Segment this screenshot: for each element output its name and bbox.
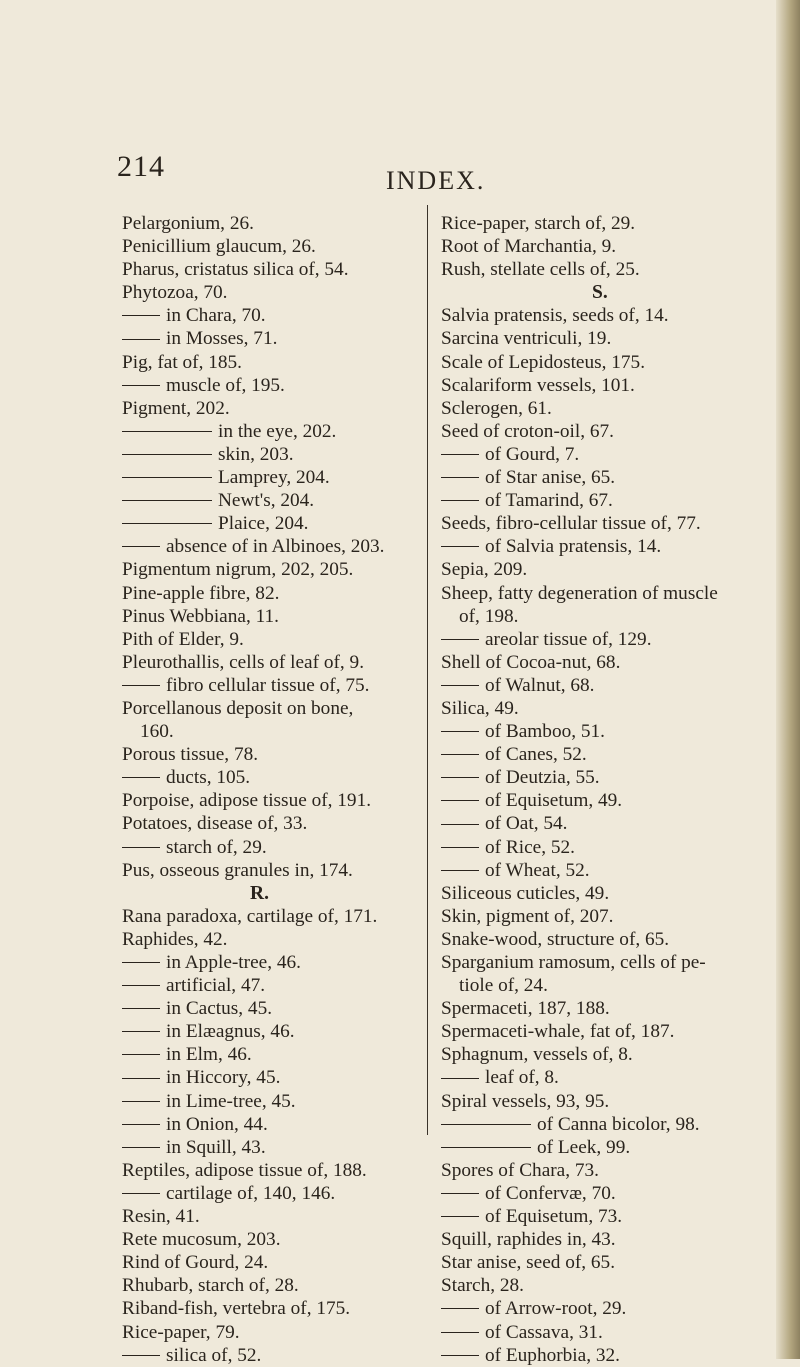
ditto-dash bbox=[122, 339, 160, 340]
index-entry bbox=[441, 1136, 763, 1159]
index-entry-text: of Deutzia, 55. bbox=[485, 767, 600, 789]
index-entry bbox=[122, 1344, 422, 1367]
ditto-dash bbox=[441, 754, 479, 755]
index-entry bbox=[122, 1066, 422, 1089]
ditto-dash bbox=[122, 1101, 160, 1102]
index-entry-text: of Equisetum, 49. bbox=[485, 790, 623, 812]
index-entry-text: tiole of, 24. bbox=[459, 975, 548, 997]
index-entry bbox=[122, 512, 422, 535]
index-entry-text: Porcellanous deposit on bone, bbox=[122, 697, 354, 719]
index-entry-text: fibro cellular tissue of, 75. bbox=[166, 674, 370, 696]
index-entry bbox=[122, 582, 422, 605]
index-entry-text: Pinus Webbiana, 11. bbox=[122, 605, 279, 627]
ditto-dash bbox=[441, 1078, 479, 1079]
index-entry-text: Resin, 41. bbox=[122, 1206, 200, 1228]
ditto-dash bbox=[122, 1147, 160, 1148]
index-entry bbox=[441, 397, 763, 420]
index-entry bbox=[122, 281, 422, 304]
section-letter: R. bbox=[250, 882, 269, 904]
ditto-dash bbox=[441, 685, 479, 686]
index-entry-text: of, 198. bbox=[459, 605, 519, 627]
index-entry bbox=[122, 1136, 422, 1159]
index-entry bbox=[122, 258, 422, 281]
index-entry-text: Pharus, cristatus silica of, 54. bbox=[122, 259, 349, 281]
index-entry-text: of Walnut, 68. bbox=[485, 674, 595, 696]
index-entry bbox=[441, 258, 763, 281]
index-entry-text: Seeds, fibro-cellular tissue of, 77. bbox=[441, 513, 701, 535]
index-entry-text: Sheep, fatty degeneration of muscle bbox=[441, 582, 718, 604]
index-entry-text: of Wheat, 52. bbox=[485, 859, 590, 881]
ditto-dash bbox=[122, 431, 212, 432]
index-entry bbox=[122, 1113, 422, 1136]
index-entry-text: in Hiccory, 45. bbox=[166, 1067, 281, 1089]
index-entry bbox=[441, 304, 763, 327]
ditto-dash bbox=[122, 777, 160, 778]
index-entry bbox=[122, 1228, 422, 1251]
index-entry bbox=[122, 1205, 422, 1228]
index-entry-text: Rete mucosum, 203. bbox=[122, 1229, 281, 1251]
index-entry-text: Shell of Cocoa-nut, 68. bbox=[441, 651, 621, 673]
index-entry-text: Sarcina ventriculi, 19. bbox=[441, 328, 612, 350]
index-entry bbox=[122, 558, 422, 581]
index-entry bbox=[122, 951, 422, 974]
index-entry bbox=[441, 351, 763, 374]
ditto-dash bbox=[441, 1193, 479, 1194]
index-entry bbox=[122, 1274, 422, 1297]
index-entry bbox=[122, 535, 422, 558]
index-entry bbox=[122, 466, 422, 489]
index-entry bbox=[441, 235, 763, 258]
ditto-dash bbox=[122, 477, 212, 478]
index-entry bbox=[122, 766, 422, 789]
index-entry bbox=[122, 1182, 422, 1205]
index-entry-text: in Elæagnus, 46. bbox=[166, 1021, 295, 1043]
index-entry bbox=[441, 605, 763, 628]
index-entry-text: of Arrow-root, 29. bbox=[485, 1298, 627, 1320]
ditto-dash bbox=[441, 800, 479, 801]
index-entry bbox=[122, 697, 422, 720]
index-entry-text: Seed of croton-oil, 67. bbox=[441, 420, 614, 442]
index-entry bbox=[122, 720, 422, 743]
index-entry-text: Plaice, 204. bbox=[218, 513, 309, 535]
index-entry bbox=[441, 1066, 763, 1089]
index-entry-text: Reptiles, adipose tissue of, 188. bbox=[122, 1159, 367, 1181]
index-entry-text: Pus, osseous granules in, 174. bbox=[122, 859, 353, 881]
index-entry-text: of Confervæ, 70. bbox=[485, 1182, 616, 1204]
index-entry bbox=[441, 743, 763, 766]
index-entry bbox=[122, 397, 422, 420]
index-entry-text: Spermaceti, 187, 188. bbox=[441, 998, 610, 1020]
index-entry bbox=[441, 1020, 763, 1043]
index-entry-text: Spiral vessels, 93, 95. bbox=[441, 1090, 610, 1112]
index-entry-text: of Equisetum, 73. bbox=[485, 1206, 623, 1228]
ditto-dash bbox=[122, 315, 160, 316]
index-entry bbox=[122, 905, 422, 928]
index-entry bbox=[441, 374, 763, 397]
index-entry-text: Spermaceti-whale, fat of, 187. bbox=[441, 1021, 675, 1043]
index-entry bbox=[441, 1090, 763, 1113]
ditto-dash bbox=[122, 500, 212, 501]
left-index-column bbox=[122, 212, 422, 1367]
index-entry bbox=[441, 1182, 763, 1205]
index-entry-text: starch of, 29. bbox=[166, 836, 267, 858]
ditto-dash bbox=[441, 1332, 479, 1333]
index-entry-text: cartilage of, 140, 146. bbox=[166, 1182, 336, 1204]
index-entry bbox=[122, 674, 422, 697]
index-entry bbox=[441, 1043, 763, 1066]
ditto-dash bbox=[122, 685, 160, 686]
index-entry-text: Rhubarb, starch of, 28. bbox=[122, 1275, 299, 1297]
ditto-dash bbox=[441, 1216, 479, 1217]
ditto-dash bbox=[122, 454, 212, 455]
index-entry bbox=[122, 304, 422, 327]
index-entry-text: in Apple-tree, 46. bbox=[166, 952, 301, 973]
ditto-dash bbox=[441, 1147, 531, 1148]
ditto-dash bbox=[122, 546, 160, 547]
index-entry bbox=[441, 466, 763, 489]
index-entry-text: muscle of, 195. bbox=[166, 374, 285, 396]
index-entry bbox=[122, 974, 422, 997]
page-number: 214 bbox=[117, 150, 165, 183]
index-entry-text: ducts, 105. bbox=[166, 767, 251, 789]
index-entry bbox=[122, 1090, 422, 1113]
ditto-dash bbox=[441, 1124, 531, 1125]
index-entry-text: of Gourd, 7. bbox=[485, 443, 580, 465]
right-index-column bbox=[441, 212, 763, 1367]
index-entry-text: Squill, raphides in, 43. bbox=[441, 1229, 616, 1251]
index-entry-text: of Tamarind, 67. bbox=[485, 490, 613, 512]
ditto-dash bbox=[441, 477, 479, 478]
index-entry bbox=[122, 605, 422, 628]
ditto-dash bbox=[441, 847, 479, 848]
index-entry-text: of Leek, 99. bbox=[537, 1136, 631, 1158]
index-entry bbox=[441, 882, 763, 905]
index-entry-text: Star anise, seed of, 65. bbox=[441, 1252, 616, 1274]
index-entry-text: Potatoes, disease of, 33. bbox=[122, 813, 308, 835]
index-entry-text: Pleurothallis, cells of leaf of, 9. bbox=[122, 651, 365, 673]
index-entry-text: Pigmentum nigrum, 202, 205. bbox=[122, 559, 354, 581]
ditto-dash bbox=[122, 385, 160, 386]
index-entry-text: Newt's, 204. bbox=[218, 490, 315, 512]
index-entry bbox=[441, 812, 763, 835]
index-entry-text: Rush, stellate cells of, 25. bbox=[441, 259, 640, 281]
column-divider bbox=[427, 205, 428, 1135]
index-entry bbox=[122, 420, 422, 443]
index-entry bbox=[441, 836, 763, 859]
index-entry bbox=[441, 1297, 763, 1320]
index-entry bbox=[441, 1205, 763, 1228]
index-entry-text: Rice-paper, 79. bbox=[122, 1321, 240, 1343]
index-entry bbox=[441, 997, 763, 1020]
index-entry bbox=[441, 327, 763, 350]
index-entry bbox=[122, 743, 422, 766]
ditto-dash bbox=[441, 777, 479, 778]
ditto-dash bbox=[441, 639, 479, 640]
page-edge bbox=[776, 0, 800, 1359]
index-entry-text: Porpoise, adipose tissue of, 191. bbox=[122, 790, 372, 812]
index-entry bbox=[441, 928, 763, 951]
index-entry bbox=[441, 1228, 763, 1251]
ditto-dash bbox=[122, 1355, 160, 1356]
index-entry bbox=[441, 1159, 763, 1182]
index-entry-text: in Elm, 46. bbox=[166, 1044, 252, 1066]
ditto-dash bbox=[122, 1193, 160, 1194]
index-entry bbox=[122, 812, 422, 835]
index-entry bbox=[122, 212, 422, 235]
index-entry bbox=[122, 628, 422, 651]
index-entry bbox=[122, 374, 422, 397]
index-entry-text: Starch, 28. bbox=[441, 1275, 524, 1297]
ditto-dash bbox=[441, 454, 479, 455]
index-entry bbox=[441, 789, 763, 812]
index-entry-text: of Cassava, 31. bbox=[485, 1321, 603, 1343]
index-entry bbox=[122, 789, 422, 812]
index-entry bbox=[441, 1274, 763, 1297]
index-entry-text: Pigment, 202. bbox=[122, 397, 230, 419]
index-entry-text: Salvia pratensis, seeds of, 14. bbox=[441, 305, 669, 327]
index-entry bbox=[441, 420, 763, 443]
index-entry-text: 160. bbox=[140, 721, 174, 743]
index-entry-text: Pelargonium, 26. bbox=[122, 213, 254, 234]
index-entry-text: areolar tissue of, 129. bbox=[485, 628, 652, 650]
index-entry-text: of Canes, 52. bbox=[485, 744, 587, 766]
index-entry-text: Spores of Chara, 73. bbox=[441, 1159, 599, 1181]
index-entry-text: Lamprey, 204. bbox=[218, 467, 330, 489]
index-entry bbox=[122, 443, 422, 466]
index-entry-text: Penicillium glaucum, 26. bbox=[122, 236, 316, 258]
index-entry bbox=[441, 674, 763, 697]
index-entry-text: silica of, 52. bbox=[166, 1344, 262, 1366]
index-entry bbox=[441, 582, 763, 605]
index-entry bbox=[122, 1020, 422, 1043]
index-entry-text: Root of Marchantia, 9. bbox=[441, 236, 617, 258]
index-entry bbox=[122, 327, 422, 350]
index-entry-text: Sphagnum, vessels of, 8. bbox=[441, 1044, 633, 1066]
index-entry bbox=[441, 720, 763, 743]
index-entry-text: in Cactus, 45. bbox=[166, 998, 273, 1020]
index-entry bbox=[122, 235, 422, 258]
index-entry bbox=[122, 1321, 422, 1344]
index-entry-text: of Oat, 54. bbox=[485, 813, 568, 835]
section-letter: S. bbox=[592, 282, 608, 304]
index-entry bbox=[122, 1251, 422, 1274]
index-entry bbox=[441, 697, 763, 720]
index-entry bbox=[441, 651, 763, 674]
index-entry bbox=[122, 836, 422, 859]
index-entry-text: leaf of, 8. bbox=[485, 1067, 559, 1089]
ditto-dash bbox=[122, 1124, 160, 1125]
index-entry-text: of Bamboo, 51. bbox=[485, 721, 605, 743]
index-entry bbox=[441, 951, 763, 974]
ditto-dash bbox=[122, 1054, 160, 1055]
index-entry bbox=[441, 443, 763, 466]
index-entry bbox=[441, 1321, 763, 1344]
index-entry-text: Phytozoa, 70. bbox=[122, 282, 228, 304]
index-entry-text: skin, 203. bbox=[218, 443, 294, 465]
index-entry bbox=[441, 766, 763, 789]
ditto-dash bbox=[441, 824, 479, 825]
index-entry-text: Rana paradoxa, cartilage of, 171. bbox=[122, 905, 378, 927]
index-entry-text: Scalariform vessels, 101. bbox=[441, 374, 635, 396]
index-entry-text: Snake-wood, structure of, 65. bbox=[441, 928, 670, 950]
index-entry-text: in Onion, 44. bbox=[166, 1113, 268, 1135]
ditto-dash bbox=[441, 731, 479, 732]
index-entry-text: of Rice, 52. bbox=[485, 836, 575, 858]
index-entry-text: in Chara, 70. bbox=[166, 305, 266, 327]
ditto-dash bbox=[122, 1031, 160, 1032]
index-entry-text: artificial, 47. bbox=[166, 975, 266, 997]
ditto-dash bbox=[122, 523, 212, 524]
index-entry-text: of Salvia pratensis, 14. bbox=[485, 536, 662, 558]
index-entry bbox=[441, 512, 763, 535]
index-entry-text: in the eye, 202. bbox=[218, 420, 337, 442]
index-entry bbox=[441, 489, 763, 512]
index-entry-text: Scale of Lepidosteus, 175. bbox=[441, 351, 646, 373]
ditto-dash bbox=[122, 1008, 160, 1009]
index-entry-text: Rice-paper, starch of, 29. bbox=[441, 213, 636, 234]
ditto-dash bbox=[122, 1078, 160, 1079]
index-entry bbox=[122, 928, 422, 951]
ditto-dash bbox=[441, 1355, 479, 1356]
index-entry bbox=[122, 1297, 422, 1320]
index-entry bbox=[122, 1043, 422, 1066]
index-entry-text: of Star anise, 65. bbox=[485, 467, 616, 489]
index-entry bbox=[441, 974, 763, 997]
index-entry bbox=[122, 351, 422, 374]
index-entry-text: in Squill, 43. bbox=[166, 1136, 266, 1158]
running-head: INDEX. bbox=[386, 166, 486, 195]
index-entry-text: Siliceous cuticles, 49. bbox=[441, 882, 610, 904]
index-entry-text: in Lime-tree, 45. bbox=[166, 1090, 296, 1112]
index-entry bbox=[441, 558, 763, 581]
ditto-dash bbox=[441, 546, 479, 547]
ditto-dash bbox=[122, 962, 160, 963]
index-entry-text: Riband-fish, vertebra of, 175. bbox=[122, 1298, 351, 1320]
index-entry-text: in Mosses, 71. bbox=[166, 328, 278, 350]
index-entry bbox=[122, 859, 422, 882]
index-entry-text: Raphides, 42. bbox=[122, 928, 228, 950]
index-entry-text: of Euphorbia, 32. bbox=[485, 1344, 620, 1366]
ditto-dash bbox=[441, 1308, 479, 1309]
index-entry bbox=[122, 489, 422, 512]
index-entry-text: Silica, 49. bbox=[441, 697, 519, 719]
index-entry bbox=[441, 628, 763, 651]
index-entry bbox=[122, 997, 422, 1020]
ditto-dash bbox=[441, 870, 479, 871]
index-entry bbox=[441, 1251, 763, 1274]
index-entry-text: Rind of Gourd, 24. bbox=[122, 1252, 269, 1274]
ditto-dash bbox=[122, 985, 160, 986]
index-entry bbox=[441, 859, 763, 882]
index-entry bbox=[441, 1344, 763, 1367]
index-entry-text: Pig, fat of, 185. bbox=[122, 351, 242, 373]
index-entry bbox=[122, 1159, 422, 1182]
index-entry-text: of Canna bicolor, 98. bbox=[537, 1113, 700, 1135]
ditto-dash bbox=[441, 500, 479, 501]
index-entry-text: Sparganium ramosum, cells of pe- bbox=[441, 952, 706, 973]
index-entry-text: Porous tissue, 78. bbox=[122, 744, 259, 766]
index-entry bbox=[122, 651, 422, 674]
index-entry-text: Skin, pigment of, 207. bbox=[441, 905, 614, 927]
index-entry-text: Sepia, 209. bbox=[441, 559, 528, 581]
index-entry bbox=[441, 905, 763, 928]
index-entry-text: Sclerogen, 61. bbox=[441, 397, 552, 419]
index-entry-text: Pith of Elder, 9. bbox=[122, 628, 244, 650]
index-entry bbox=[441, 1113, 763, 1136]
index-entry-text: Pine-apple fibre, 82. bbox=[122, 582, 280, 604]
index-entry-text: absence of in Albinoes, 203. bbox=[166, 536, 385, 558]
index-entry bbox=[441, 212, 763, 235]
index-entry bbox=[441, 535, 763, 558]
ditto-dash bbox=[122, 847, 160, 848]
